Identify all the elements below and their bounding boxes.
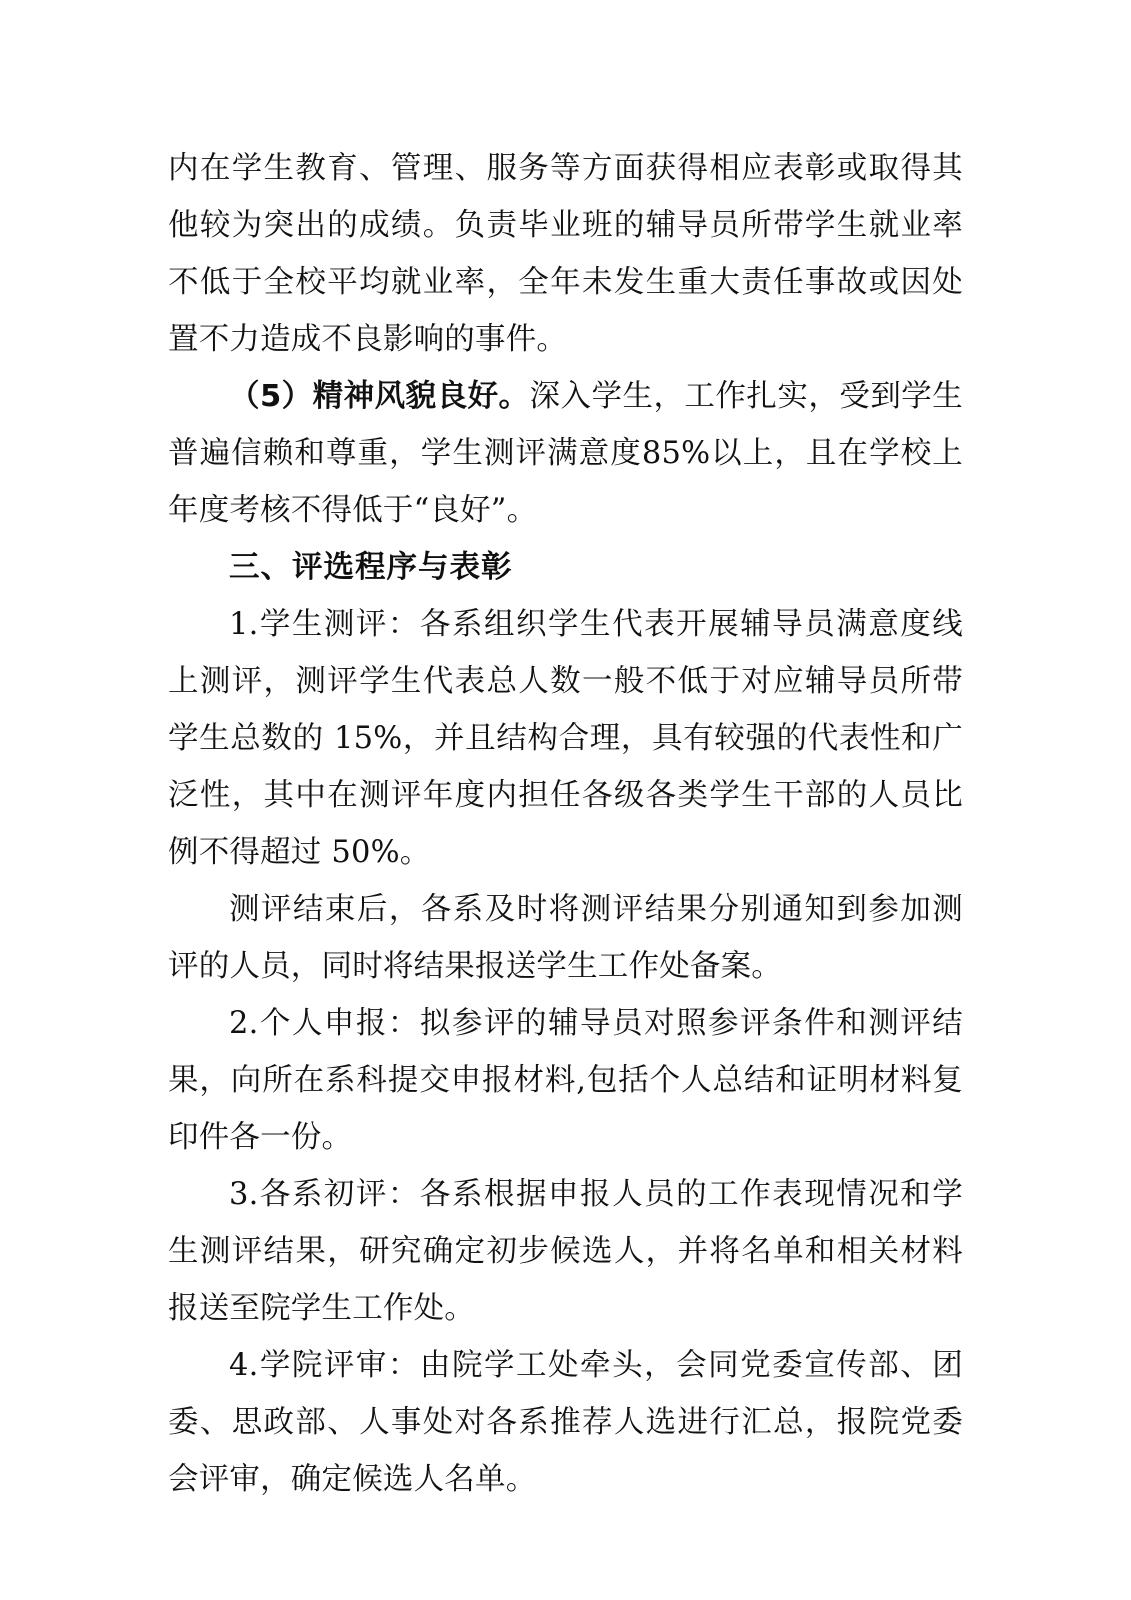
paragraph-continued: 内在学生教育、管理、服务等方面获得相应表彰或取得其他较为突出的成绩。负责毕业班的辅导员所带学生就业率不低于全校平均就业率，全年未发生重大责任事故或因处置不力造成不良影响的事件。 <box>168 151 963 357</box>
document-body <box>168 140 963 1508</box>
paragraph-item-5-lead: （5）精神风貌良好。 <box>229 379 530 414</box>
step-2-personal-application: 2.个人申报：拟参评的辅导员对照参评条件和测评结果，向所在系科提交申报材料,包括个人总结和证明材料复印件各一份。 <box>168 1006 963 1155</box>
paragraph-item-5 <box>168 368 963 539</box>
step-1-student-evaluation: 1.学生测评：各系组织学生代表开展辅导员满意度线上测评，测评学生代表总人数一般不低于对应辅导员所带学生总数的 15%，并且结构合理，具有较强的代表性和广泛性，其中在测评年度内担任各级各类学生干部的人员比例不得超过 50%。 <box>168 607 963 870</box>
section-heading-three: 三、评选程序与表彰 <box>229 550 513 585</box>
step-4-college-review: 4.学院评审：由院学工处牵头，会同党委宣传部、团委、思政部、人事处对各系推荐人选进行汇总，报院党委会评审，确定候选人名单。 <box>168 1348 963 1497</box>
step-1-note: 测评结束后，各系及时将测评结果分别通知到参加测评的人员，同时将结果报送学生工作处备案。 <box>168 892 963 984</box>
paragraph-item-5-text: 深入学生，工作扎实，受到学生普遍信赖和尊重，学生测评满意度85%以上，且在学校上年度考核不得低于“良好”。 <box>168 379 963 528</box>
step-3-department-review: 3.各系初评：各系根据申报人员的工作表现情况和学生测评结果，研究确定初步候选人，并将名单和相关材料报送至院学生工作处。 <box>168 1177 963 1326</box>
